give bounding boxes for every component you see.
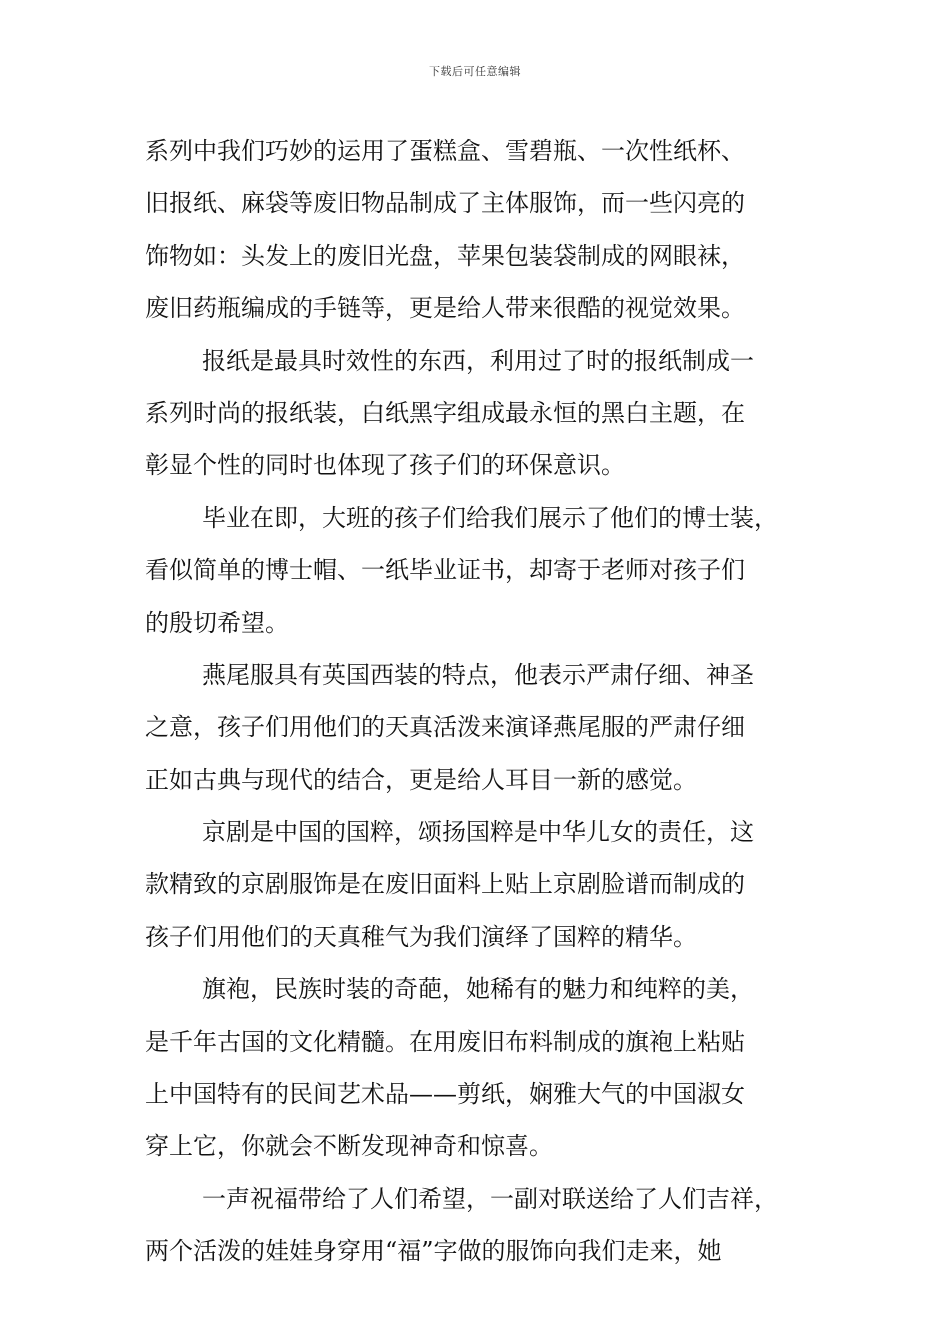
paragraph-start-line: 燕尾服具有英国西装的特点，他表示严肃仔细、神圣 bbox=[202, 660, 754, 689]
text-line: 孩子们用他们的天真稚气为我们演绎了国粹的精华。 bbox=[145, 922, 697, 951]
text-line: 上中国特有的民间艺术品——剪纸，娴雅大气的中国淑女 bbox=[145, 1080, 745, 1109]
text-line: 正如古典与现代的结合，更是给人耳目一新的感觉。 bbox=[145, 765, 697, 794]
text-line: 看似简单的博士帽、一纸毕业证书，却寄于老师对孩子们 bbox=[145, 556, 745, 585]
paragraph-start-line: 京剧是中国的国粹，颂扬国粹是中华儿女的责任，这 bbox=[202, 818, 754, 847]
text-line: 彰显个性的同时也体现了孩子们的环保意识。 bbox=[145, 451, 625, 480]
text-line: 穿上它，你就会不断发现神奇和惊喜。 bbox=[145, 1132, 553, 1161]
paragraph-start-line: 一声祝福带给了人们希望，一副对联送给了人们吉祥， bbox=[202, 1184, 778, 1213]
text-line: 之意，孩子们用他们的天真活泼来演译燕尾服的严肃仔细 bbox=[145, 713, 745, 742]
page-header: 下载后可任意编辑 bbox=[429, 65, 521, 78]
text-line: 旧报纸、麻袋等废旧物品制成了主体服饰，而一些闪亮的 bbox=[145, 189, 745, 218]
paragraph-start-line: 毕业在即，大班的孩子们给我们展示了他们的博士装， bbox=[202, 503, 778, 532]
text-line: 系列中我们巧妙的运用了蛋糕盒、雪碧瓶、一次性纸杯、 bbox=[145, 137, 745, 165]
paragraph-start-line: 报纸是最具时效性的东西，利用过了时的报纸制成一 bbox=[202, 346, 754, 375]
document-body bbox=[145, 125, 810, 1278]
text-line: 系列时尚的报纸装，白纸黑字组成最永恒的黑白主题，在 bbox=[145, 398, 745, 427]
text-line: 款精致的京剧服饰是在废旧面料上贴上京剧脸谱而制成的 bbox=[145, 870, 745, 899]
text-line: 两个活泼的娃娃身穿用“福”字做的服饰向我们走来，她 bbox=[145, 1237, 722, 1266]
text-line: 饰物如：头发上的废旧光盘，苹果包装袋制成的网眼袜， bbox=[145, 241, 745, 270]
paragraph-start-line: 旗袍，民族时装的奇葩，她稀有的魅力和纯粹的美， bbox=[202, 975, 754, 1004]
text-line: 废旧药瓶编成的手链等，更是给人带来很酷的视觉效果。 bbox=[145, 294, 745, 323]
text-line: 是千年古国的文化精髓。在用废旧布料制成的旗袍上粘贴 bbox=[145, 1027, 745, 1056]
text-line: 的殷切希望。 bbox=[145, 608, 289, 637]
